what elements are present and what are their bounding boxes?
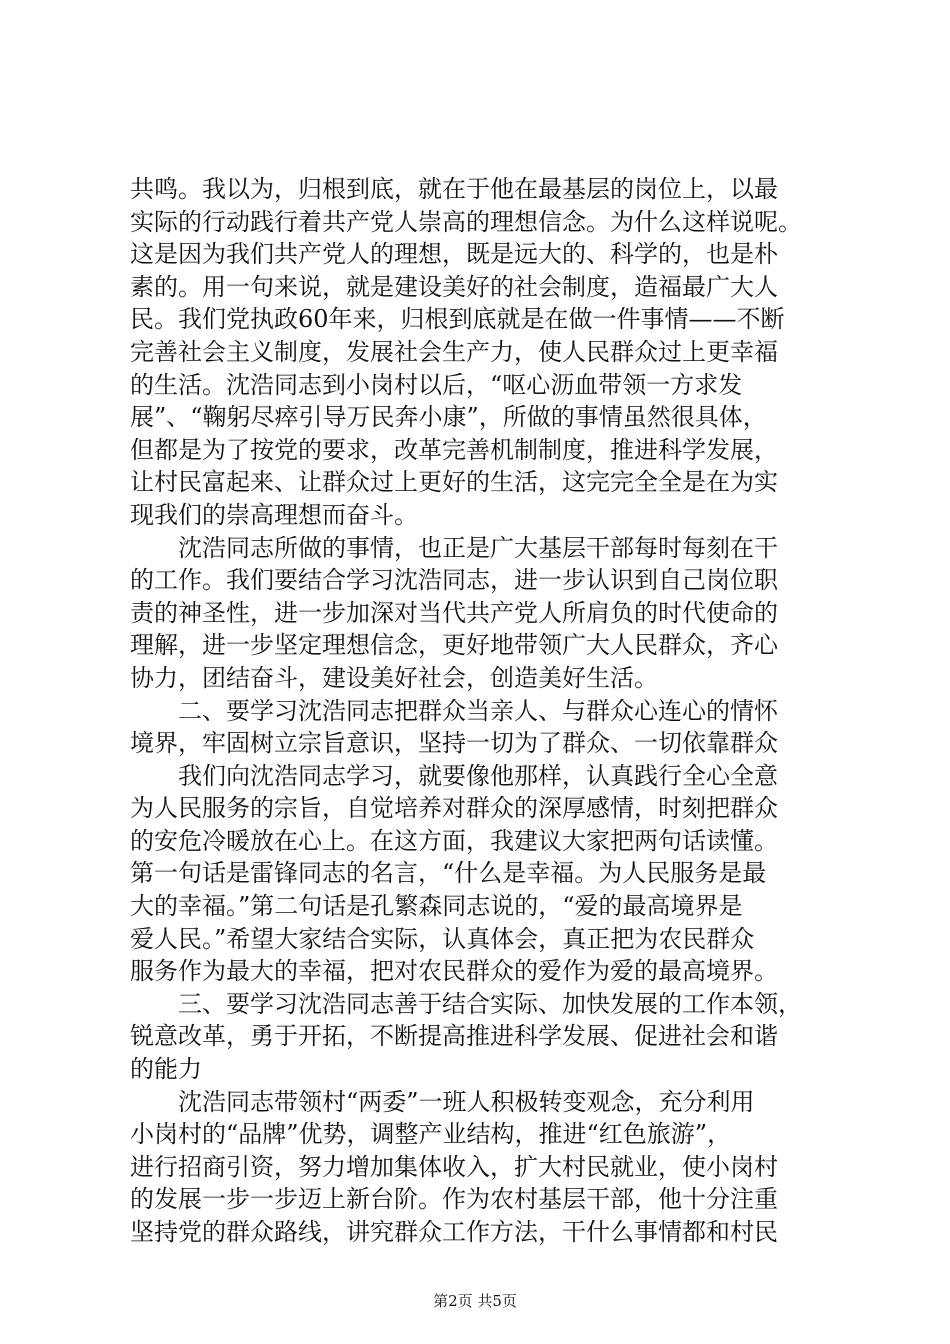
- text-line: 我们向沈浩同志学习，就要像他那样，认真践行全心全意: [130, 761, 778, 790]
- text-line: 协力，团结奋斗，建设美好社会，创造美好生活。: [130, 663, 658, 692]
- text-line: 但都是为了按党的要求，改革完善机制制度，推进科学发展，: [130, 435, 778, 464]
- section-heading-line: 的能力: [130, 1055, 202, 1084]
- text-line: 小岗村的“品牌”优势，调整产业结构，推进“红色旅游”，: [130, 1120, 732, 1149]
- text-line: 让村民富起来、让群众过上更好的生活，这完完全全是在为实: [130, 468, 778, 497]
- text-line: 民。我们党执政60年来，归根到底就是在做一件事情——不断: [130, 305, 785, 334]
- text-line: 共鸣。我以为，归根到底，就在于他在最基层的岗位上，以最: [130, 175, 778, 203]
- text-line: 理解，进一步坚定理想信念，更好地带领广大人民群众，齐心: [130, 631, 778, 660]
- text-line: 进行招商引资，努力增加集体收入，扩大村民就业，使小岗村: [130, 1152, 778, 1181]
- text-line: 的发展一步一步迈上新台阶。作为农村基层干部，他十分注重: [130, 1185, 778, 1214]
- text-line: 实际的行动践行着共产党人崇高的理想信念。为什么这样说呢。: [130, 207, 802, 236]
- text-line: 为人民服务的宗旨，自觉培养对群众的深厚感情，时刻把群众: [130, 794, 778, 823]
- text-line: 第一句话是雷锋同志的名言，“什么是幸福。为人民服务是最: [130, 859, 767, 888]
- text-line: 的工作。我们要结合学习沈浩同志，进一步认识到自己岗位职: [130, 566, 778, 595]
- text-line: 的安危冷暖放在心上。在这方面，我建议大家把两句话读懂。: [130, 826, 778, 855]
- text-line: 的生活。沈浩同志到小岗村以后，“呕心沥血带领一方求发: [130, 370, 743, 399]
- text-line: 沈浩同志所做的事情，也正是广大基层干部每时每刻在干: [130, 533, 778, 562]
- text-line: 大的幸福。”第二句话是孔繁森同志说的，“爱的最高境界是: [130, 892, 743, 921]
- text-line: 坚持党的群众路线，讲究群众工作方法，干什么事情都和村民: [130, 1218, 778, 1246]
- section-heading-line: 锐意改革，勇于开拓，不断提高推进科学发展、促进社会和谐: [130, 1022, 778, 1051]
- text-line: 爱人民。”希望大家结合实际，认真体会，真正把为农民群众: [130, 924, 755, 953]
- page-footer: 第2页 共5页: [433, 1292, 517, 1310]
- section-heading-line: 境界，牢固树立宗旨意识，坚持一切为了群众、一切依靠群众: [130, 729, 778, 758]
- section-heading-line: 二、要学习沈浩同志把群众当亲人、与群众心连心的情怀: [130, 696, 778, 725]
- text-line: 这是因为我们共产党人的理想，既是远大的、科学的，也是朴: [130, 240, 778, 269]
- document-body: [130, 173, 836, 1249]
- text-line: 沈浩同志带领村“两委”一班人积极转变观念，充分利用: [130, 1087, 755, 1116]
- text-line: 展”、“鞠躬尽瘁引导万民奔小康”，所做的事情虽然很具体，: [130, 403, 767, 432]
- text-line: 责的神圣性，进一步加深对当代共产党人所肩负的时代使命的: [130, 598, 778, 627]
- text-line: 素的。用一句来说，就是建设美好的社会制度，造福最广大人: [130, 272, 778, 301]
- text-line: 服务作为最大的幸福，把对农民群众的爱作为爱的最高境界。: [130, 957, 778, 986]
- text-line: 现我们的崇高理想而奋斗。: [130, 500, 418, 529]
- text-line: 完善社会主义制度，发展社会生产力，使人民群众过上更幸福: [130, 337, 778, 366]
- section-heading-line: 三、要学习沈浩同志善于结合实际、加快发展的工作本领，: [130, 989, 802, 1018]
